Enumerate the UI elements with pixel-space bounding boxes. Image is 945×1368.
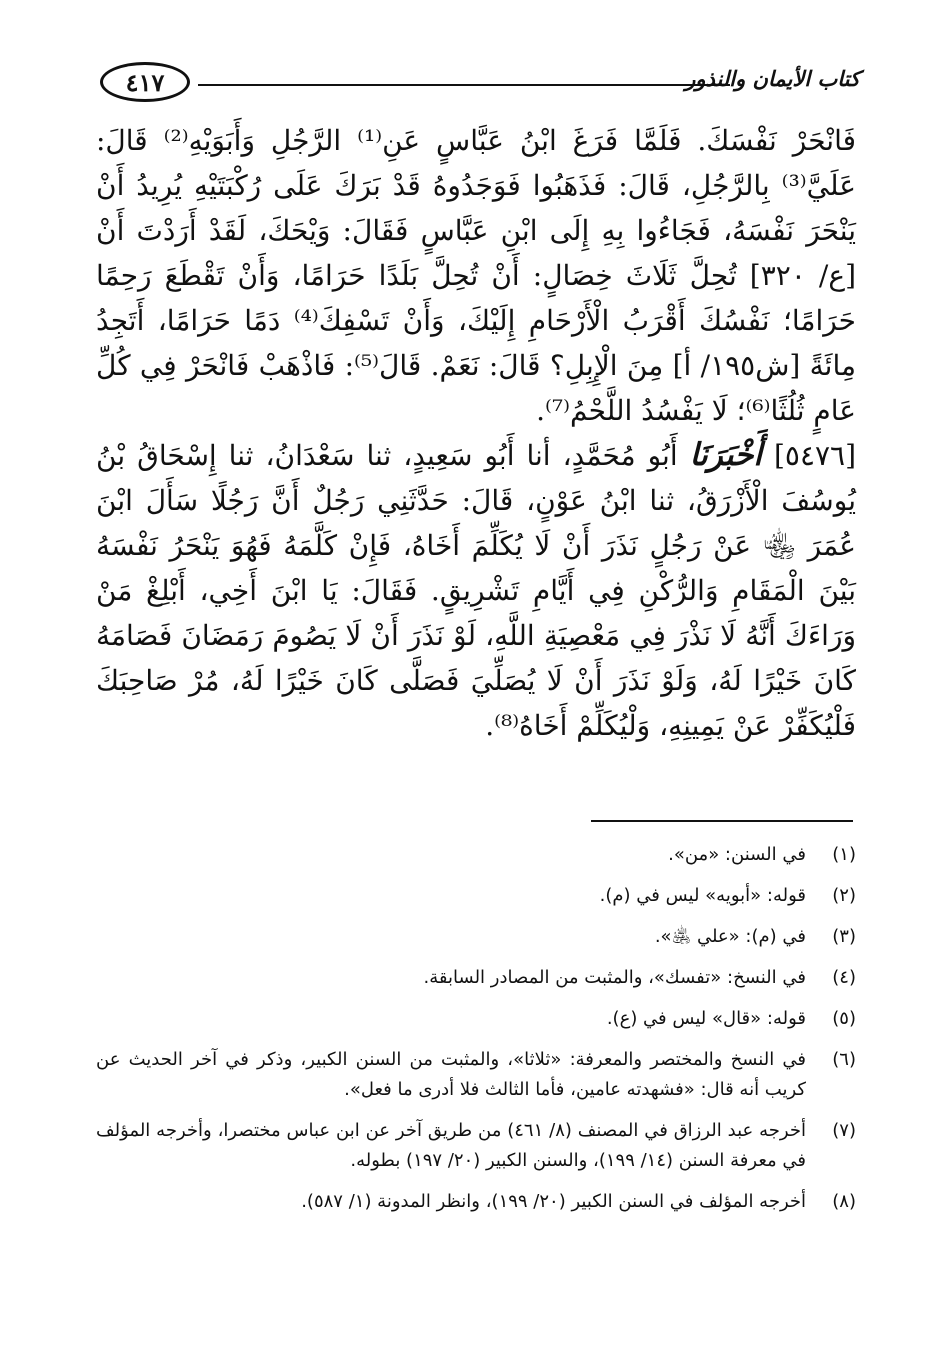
page-number: ٤١٧ xyxy=(125,67,165,97)
footnote-item xyxy=(96,881,856,911)
footnote-item xyxy=(96,1116,856,1176)
footnote-text: قوله: «أبويه» ليس في (م). xyxy=(599,885,806,906)
footnote-number: (٨) xyxy=(832,1191,856,1212)
footnote-text: أخرجه عبد الرزاق في المصنف (٨/ ٤٦١) من طريق آخر عن ابن عباس مختصرا، وأخرجه المؤلف في معرفة السنن (١٤/ ١٩٩)، والسنن الكبير (٢٠/ ١٩٧) بطوله. xyxy=(96,1120,806,1171)
paragraph-2-wrapper xyxy=(96,433,856,748)
paragraph-2: أَبُو مُحَمَّدٍ، أنا أَبُو سَعِيدٍ، ثنا سَعْدَانُ، ثنا إِسْحَاقُ بْنُ يُوسُفَ الْأَزْرَقُ، ثنا ابْنُ عَوْنٍ، قَالَ: حَدَّثَنِي رَجُلٌ أَنَّ رَجُلًا سَأَلَ ابْنَ عُمَرَ ﵄ عَنْ رَجُلٍ نَذَرَ أَنْ لَا يُكَلِّمَ أَخَاهُ، فَإِنْ كَلَّمَهُ فَهُوَ يَنْحَرُ نَفْسَهُ بَيْنَ الْمَقَامِ وَالرُّكْنِ فِي أَيَّامِ تَشْرِيقٍ. فَقَالَ: يَا ابْنَ أَخِي، أَبْلِغْ مَنْ وَرَاءَكَ أَنَّهُ لَا نَذْرَ فِي مَعْصِيَةِ اللَّهِ، لَوْ نَذَرَ أَنْ لَا يَصُومَ رَمَضَانَ فَصَامَهُ كَانَ خَيْرًا لَهُ، وَلَوْ نَذَرَ أَنْ لَا يُصَلِّيَ فَصَلَّى كَانَ خَيْرًا لَهُ، مُرْ صَاحِبَكَ فَلْيُكَفِّرْ عَنْ يَمِينِهِ، وَلْيُكَلِّمْ أَخَاهُ⁽⁸⁾. xyxy=(96,439,856,742)
page-header xyxy=(100,62,860,108)
footnote-item xyxy=(96,922,856,952)
footnote-number: (٤) xyxy=(832,967,856,988)
akhbarana-heading: أَخْبَرَنَا xyxy=(689,437,762,473)
footnote-separator xyxy=(591,820,853,822)
footnote-text: في النسخ والمختصر والمعرفة: «ثلاثا»، والمثبت من السنن الكبير، وذكر في آخر الحديث عن كريب أنه قال: «فشهدته عامين، فأما الثالث فلا أدرى ما فعل». xyxy=(96,1049,806,1100)
paragraph-1: فَانْحَرْ نَفْسَكَ. فَلَمَّا فَرَغَ ابْنُ عَبَّاسٍ عَنِ⁽¹⁾ الرَّجُلِ وَأَبَوَيْهِ⁽²⁾ قَالَ: عَلَيَّ⁽³⁾ بِالرَّجُلِ، قَالَ: فَذَهَبُوا فَوَجَدُوهُ قَدْ بَرَكَ عَلَى رُكْبَتَيْهِ يُرِيدُ أَنْ يَنْحَرَ نَفْسَهُ، فَجَاءُوا بِهِ إِلَى ابْنِ عَبَّاسٍ فَقَالَ: وَيْحَكَ، لَقَدْ أَرَدْتَ أَنْ [ع/ ٣٢٠] تُحِلَّ ثَلَاثَ خِصَالٍ: أَنْ تُحِلَّ بَلَدًا حَرَامًا، وَأَنْ تَقْطَعَ رَحِمًا حَرَامًا؛ نَفْسُكَ أَقْرَبُ الْأَرْحَامِ إِلَيْكَ، وَأَنْ تَسْفِكَ⁽⁴⁾ دَمًا حَرَامًا، أَتَجِدُ مِائَةً [ش١٩٥/ أ] مِنَ الْإِبِلِ؟ قَالَ: نَعَمْ. قَالَ⁽⁵⁾: فَاذْهَبْ فَانْحَرْ فِي كُلِّ عَامٍ ثُلُثًا⁽⁶⁾؛ لَا يَفْسُدُ اللَّحْمُ⁽⁷⁾. xyxy=(96,124,857,427)
page-number-oval xyxy=(100,62,190,102)
footnote-text: قوله: «قال» ليس في (ع). xyxy=(606,1008,806,1029)
header-rule xyxy=(198,84,730,86)
hadith-ref-number: [٥٤٧٦] xyxy=(773,439,857,472)
footnote-text: في السنن: «من». xyxy=(668,844,806,865)
footnotes xyxy=(96,840,856,1228)
footnote-item xyxy=(96,1045,856,1105)
footnote-text: أخرجه المؤلف في السنن الكبير (٢٠/ ١٩٩)، وانظر المدونة (١/ ٥٨٧). xyxy=(301,1191,806,1212)
footnote-item xyxy=(96,840,856,870)
running-title: كتاب الأيمان والنذور xyxy=(685,66,860,91)
footnote-number: (٥) xyxy=(832,1008,856,1029)
footnote-item xyxy=(96,1187,856,1217)
footnote-number: (٧) xyxy=(832,1120,856,1141)
footnote-number: (٦) xyxy=(832,1049,856,1070)
footnote-number: (١) xyxy=(832,844,856,865)
footnote-text: في النسخ: «تفسك»، والمثبت من المصادر السابقة. xyxy=(423,967,806,988)
footnote-number: (٢) xyxy=(832,885,856,906)
footnote-item xyxy=(96,1004,856,1034)
footnote-item xyxy=(96,963,856,993)
main-text xyxy=(96,118,856,748)
footnote-number: (٣) xyxy=(832,926,856,947)
footnote-text: في (م): «علي ﵁». xyxy=(654,926,806,947)
